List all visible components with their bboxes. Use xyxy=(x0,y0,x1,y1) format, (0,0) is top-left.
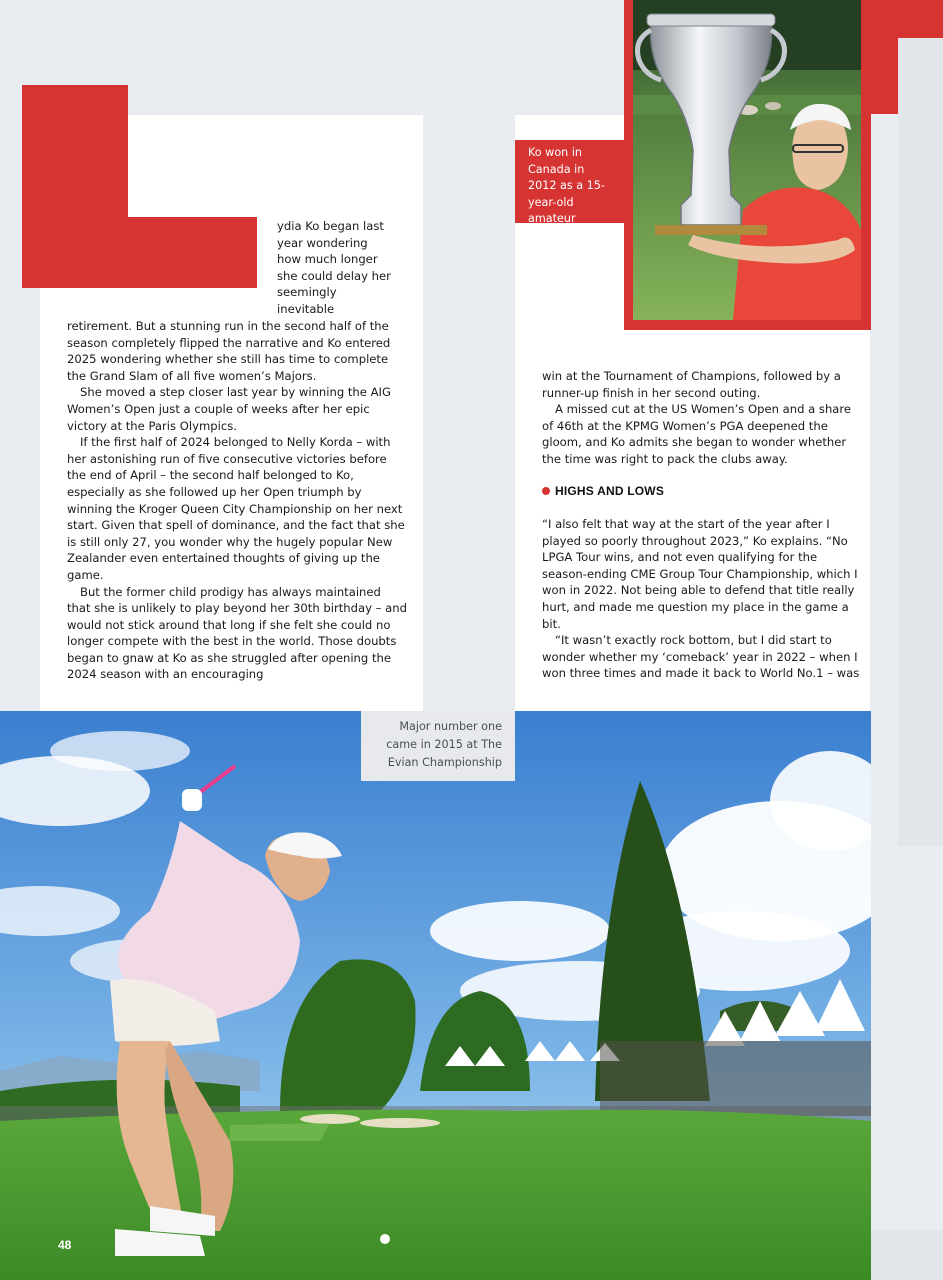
subhead-label: HIGHS AND LOWS xyxy=(555,484,665,498)
paragraph: “It wasn’t exactly rock bottom, but I did start to wonder whether my ‘comeback’ year in 2022 – when I won three times and made it back to World No.1 – was xyxy=(542,633,860,681)
page-edge-panel xyxy=(898,38,943,846)
page-edge-panel-bottom xyxy=(870,1230,943,1280)
golf-photo-illustration xyxy=(0,711,871,1280)
paragraph: If the first half of 2024 belonged to Nelly Korda – with her astonishing run of five consecutive victories before the end of April – the second half belonged to Ko, especially as she followed up her Open triumph by winning the Kroger Queen City Championship on her next start. Given that spell of dominance, and the fact that she is still only 27, you wonder why the hugely popular New Zealander even entertained thoughts of giving up the game. xyxy=(67,435,405,582)
paragraph: win at the Tournament of Champions, followed by a runner-up finish in her second outing. xyxy=(542,369,841,400)
paragraph: But the former child prodigy has always maintained that she is unlikely to play beyond her 30th birthday – and would not stick around that long if she felt she could no longer compete with the best in the world. Those doubts began to gnaw at Ko as she struggled after opening the 2024 season with an encouraging xyxy=(67,584,407,682)
section-subhead xyxy=(542,484,664,498)
right-column-text xyxy=(542,368,862,468)
intro-line: how much longer xyxy=(277,252,378,267)
trophy-caption: Ko won in Canada in 2012 as a 15-year-old amateur xyxy=(515,140,624,223)
page-number: 48 xyxy=(58,1238,72,1252)
paragraph: “I also felt that way at the start of the year after I played so poorly throughout 2023,” Ko explains. “No LPGA Tour wins, and not even qualifying for the season-ending CME Group Tour Championship, which I won in 2022. Not being able to defend that title really hurt, and made me question my place in the game a bit. xyxy=(542,517,858,631)
intro-line: year wondering xyxy=(277,235,368,250)
paragraph: She moved a step closer last year by winning the AIG Women’s Open just a couple of weeks after her epic victory at the Paris Olympics. xyxy=(67,385,391,433)
trophy-photo xyxy=(633,0,861,320)
corner-accent xyxy=(862,0,943,38)
intro-line: inevitable xyxy=(277,301,335,316)
paragraph: retirement. But a stunning run in the second half of the season completely flipped the narrative and Ko entered 2025 wondering whether she still has time to complete the Grand Slam of all five women’s Majors. xyxy=(67,319,391,383)
intro-line: ydia Ko began last xyxy=(277,219,384,233)
drop-cap-notch-fill xyxy=(128,115,257,217)
golf-caption: Major number one came in 2015 at The Evian Championship xyxy=(361,711,515,781)
bullet-icon xyxy=(542,487,550,495)
intro-line: she could delay her xyxy=(277,268,391,283)
right-column-text-continued xyxy=(542,516,862,682)
intro-text xyxy=(277,218,405,318)
trophy-photo-illustration xyxy=(633,0,861,320)
intro-line: seemingly xyxy=(277,285,337,300)
left-column-text xyxy=(67,318,407,683)
paragraph: A missed cut at the US Women’s Open and a share of 46th at the KPMG Women’s PGA deepened the gloom, and Ko admits she began to wonder whether the time was right to pack the clubs away. xyxy=(542,402,852,466)
corner-accent-tab xyxy=(862,38,898,114)
golf-photo xyxy=(0,711,871,1280)
